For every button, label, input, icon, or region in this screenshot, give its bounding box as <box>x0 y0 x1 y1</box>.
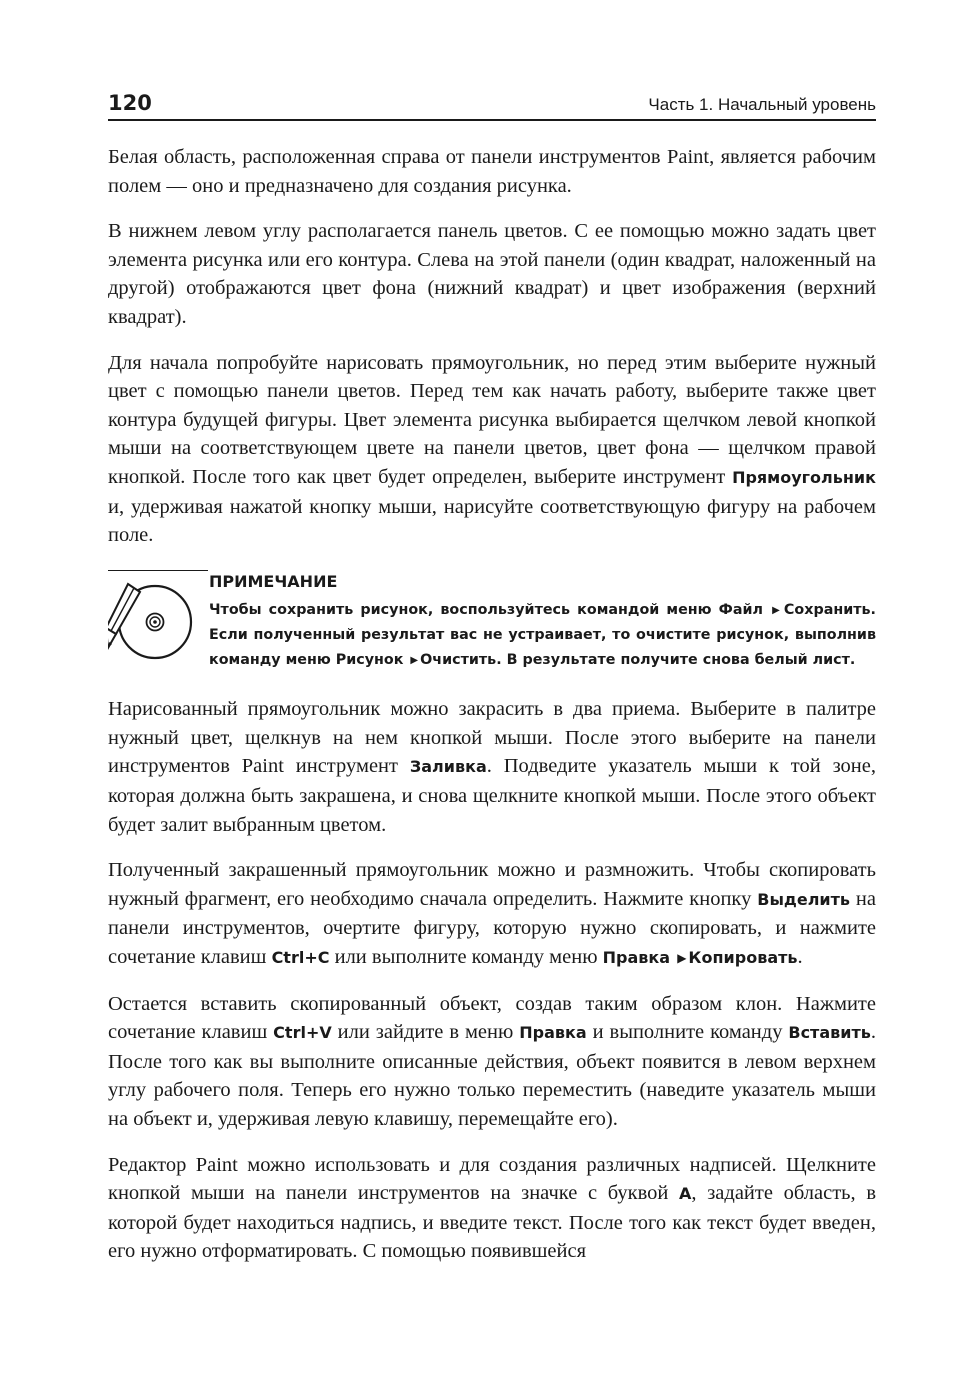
paragraph-text: Белая область, расположенная справа от панели инструментов Paint, является рабочим полем — оно и предназначено для создания рисунка. <box>108 146 876 197</box>
shortcut-paste: Ctrl+V <box>273 1023 332 1043</box>
paragraph-text: В нижнем левом углу располагается панель цветов. С ее помощью можно задать цвет элемента рисунка или его контура. Слева на этой панели (один квадрат, наложенный на другой) отображаются цвет фона (нижний квадрат) и цвет изображения (верхний квадрат). <box>108 220 876 328</box>
paragraph-text: и, удерживая нажатой кнопку мыши, нарисуйте соответствующую фигуру на рабочем поле. <box>108 495 876 547</box>
page-header <box>108 86 876 121</box>
menu-arrow-icon: ▶ <box>677 950 687 965</box>
menu-arrow-icon: ▶ <box>410 654 419 666</box>
paragraph-fill <box>108 695 876 839</box>
tool-name-fill: Заливка <box>409 757 487 777</box>
tool-name-select: Выделить <box>757 889 851 909</box>
paragraph-text: Редактор Paint можно использовать и для создания различных надписей. Щелкните кнопкой мыши на панели инструментов на значке с буквой <box>108 1153 876 1205</box>
paragraph-text: Для начала попробуйте нарисовать прямоугольник, но перед этим выберите нужный цвет с помощью панели цветов. Перед тем как начать работу, выберите также цвет контура будущей фигуры. Цвет элемента рисунка выбирается щелчком левой кнопкой мыши на соответствующем цвете на панели цветов, цвет фона — щелчком правой кнопкой. После того как цвет будет определен, выберите инструмент <box>108 351 876 488</box>
paragraph-text-tool <box>108 1151 876 1266</box>
note-divider <box>108 570 208 571</box>
note-text <box>209 598 876 674</box>
paragraph-draw-rectangle <box>108 349 876 550</box>
note-block <box>108 570 876 674</box>
note-text-part: Сохранить. Если полученный результат вас не устраивает, то очистите рисунок, выполнив команду меню Рисунок <box>209 601 876 668</box>
menu-command-copy: Копировать <box>688 947 798 967</box>
shortcut-copy: Ctrl+C <box>271 947 330 967</box>
paragraph-text: и выполните команду <box>586 1021 789 1044</box>
menu-arrow-icon: ▶ <box>772 604 782 616</box>
paragraph-text: . Подведите указатель мыши к той зоне, которая должна быть закрашена, и снова щелкните кнопкой мыши. После этого объект будет залит выбранным цветом. <box>108 755 876 836</box>
paragraph-paste <box>108 990 876 1134</box>
paragraph-text: Остается вставить скопированный объект, создав таким образом клон. Нажмите сочетание клавиш <box>108 992 876 1044</box>
book-page <box>108 86 876 1283</box>
tool-name-rectangle: Прямоугольник <box>732 467 876 487</box>
note-text-part: Очистить. В результате получите снова белый лист. <box>420 651 856 668</box>
page-number: 120 <box>108 91 152 115</box>
running-head: Часть 1. Начальный уровень <box>648 95 876 114</box>
note-text-part: Чтобы сохранить рисунок, воспользуйтесь командой меню Файл <box>209 601 763 618</box>
paragraph-work-area <box>108 143 876 200</box>
paragraph-color-panel <box>108 217 876 331</box>
paragraph-text: , задайте область, в которой будет находиться надпись, и введите текст. После того как текст будет введен, его нужно отформатировать. С помощью появившейся <box>108 1182 876 1263</box>
paragraph-text: Полученный закрашенный прямоугольник можно и размножить. Чтобы скопировать нужный фрагмент, его необходимо сначала определить. Нажмите кнопку <box>108 859 876 910</box>
paragraph-copy <box>108 856 876 972</box>
paragraph-text: . <box>797 945 803 968</box>
menu-name-edit: Правка <box>602 947 671 967</box>
menu-name-edit: Правка <box>519 1023 587 1043</box>
page-content <box>108 143 876 1266</box>
menu-command-paste: Вставить <box>788 1023 871 1043</box>
paragraph-text: или выполните команду меню <box>329 945 603 968</box>
paragraph-text: или зайдите в меню <box>331 1021 520 1044</box>
pencil-disc-icon <box>108 578 194 664</box>
paragraph-text: . После того как вы выполните описанные действия, объект появится в левом верхнем углу рабочего поля. Теперь его нужно только переместить (наведите указатель мыши на объект и, удерживая левую клавишу, перемещайте его). <box>108 1021 876 1130</box>
note-title: ПРИМЕЧАНИЕ <box>209 571 338 591</box>
paragraph-text: на панели инструментов, очертите фигуру, которую нужно скопировать, и нажмите сочетание клавиш <box>108 887 876 968</box>
tool-name-text: А <box>679 1184 692 1204</box>
paragraph-text: Нарисованный прямоугольник можно закрасить в два приема. Выберите в палитре нужный цвет, щелкнув на нем кнопкой мыши. После этого выберите на панели инструментов Paint инструмент <box>108 698 876 778</box>
